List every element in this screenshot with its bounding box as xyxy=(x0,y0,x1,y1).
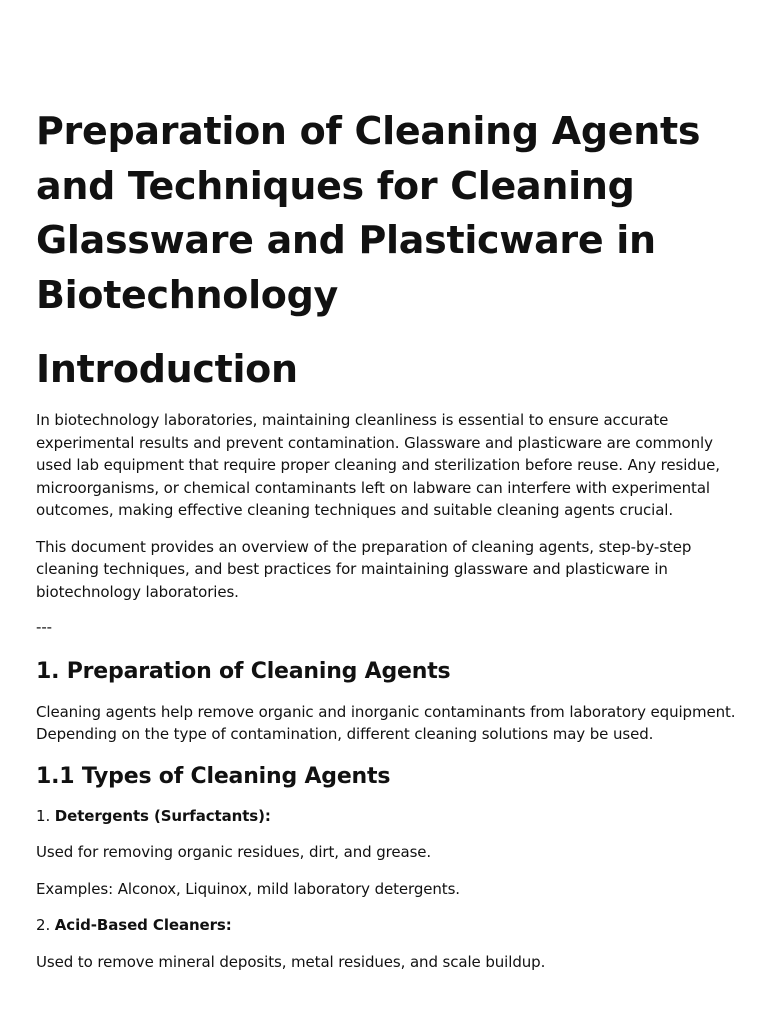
list-item-1-label: Detergents (Surfactants): xyxy=(54,806,271,825)
list-item-2-line-1: Used to remove mineral deposits, metal residues, and scale buildup. xyxy=(36,952,546,971)
intro-paragraph-2: This document provides an overview of the preparation of cleaning agents, step-by-step cleaning techniques, and best practices for maintaining glassware and plasticware in biotechnology laboratories. xyxy=(36,537,692,601)
separator-text: --- xyxy=(36,618,52,636)
section-1-paragraph: Cleaning agents help remove organic and inorganic contaminants from laboratory equipment. Depending on the type of contamination, different cleaning solutions may be used. xyxy=(36,702,736,743)
section-1-1-heading: 1.1 Types of Cleaning Agents xyxy=(36,763,391,789)
list-item-1-line-1: Used for removing organic residues, dirt, and grease. xyxy=(36,843,432,861)
list-item-1-line-2: Examples: Alconox, Liquinox, mild laboratory detergents. xyxy=(36,879,460,898)
list-item-2-label: Acid-Based Cleaners: xyxy=(54,916,232,934)
list-item-1-number: 1. xyxy=(36,806,51,825)
list-item-2-title xyxy=(36,914,736,937)
introduction-heading: Introduction xyxy=(36,347,298,391)
list-item-1-title xyxy=(36,805,736,828)
intro-paragraph-1: In biotechnology laboratories, maintaining cleanliness is essential to ensure accurate experimental results and prevent contamination. Glassware and plasticware are commonly used lab equipment that require proper cleaning and sterilization before reuse. Any residue, microorganisms, or chemical contaminants left on labware can interfere with experimental outcomes, making effective cleaning techniques and suitable cleaning agents crucial. xyxy=(36,411,720,519)
section-1-heading: 1. Preparation of Cleaning Agents xyxy=(36,658,451,684)
document-page xyxy=(36,104,736,973)
list-item-2-number: 2. xyxy=(36,916,51,934)
document-title: Preparation of Cleaning Agents and Techniques for Cleaning Glassware and Plasticware in Biotechnology xyxy=(36,109,701,317)
